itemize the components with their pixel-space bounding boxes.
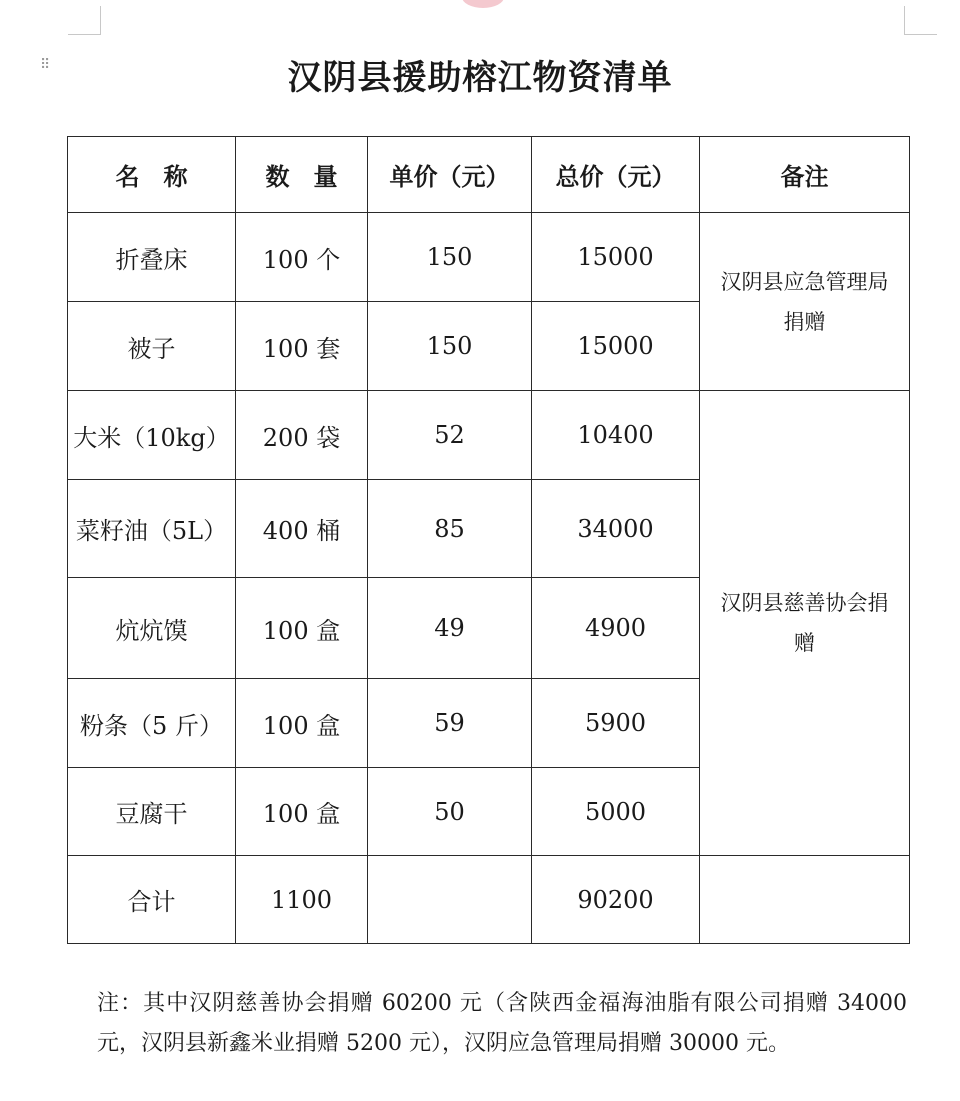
total-quantity: 1100: [236, 856, 368, 944]
footnote: 注：其中汉阴慈善协会捐赠 60200 元（含陕西金福海油脂有限公司捐赠 34000 元，汉阴县新鑫米业捐赠 5200 元），汉阴应急管理局捐赠 30000 元。: [97, 991, 907, 1056]
cell-name: 豆腐干: [68, 768, 236, 856]
cell-remark-group2: 汉阴县慈善协会捐赠: [700, 391, 910, 856]
cell-total-price: 15000: [532, 213, 700, 302]
page-title: 汉阴县援助榕江物资清单: [287, 58, 673, 98]
total-price: 90200: [532, 856, 700, 944]
drag-handle-icon[interactable]: ⠿: [40, 57, 50, 73]
cell-total-price: 4900: [532, 578, 700, 679]
cell-total-price: 5000: [532, 768, 700, 856]
table-row: [68, 391, 910, 480]
cell-total-price: 34000: [532, 480, 700, 578]
cell-quantity: 400 桶: [236, 480, 368, 578]
cell-quantity: 100 盒: [236, 679, 368, 768]
total-remark: [700, 856, 910, 944]
header-total-price: 总价（元）: [532, 137, 700, 213]
header-remark: 备注: [700, 137, 910, 213]
table-row: [68, 213, 910, 302]
cell-unit-price: 150: [368, 302, 532, 391]
total-label: 合计: [68, 856, 236, 944]
cell-quantity: 100 个: [236, 213, 368, 302]
cell-total-price: 15000: [532, 302, 700, 391]
cell-name: 粉条（5 斤）: [68, 679, 236, 768]
cell-unit-price: 85: [368, 480, 532, 578]
cell-quantity: 100 盒: [236, 768, 368, 856]
total-unit-price: [368, 856, 532, 944]
cell-unit-price: 50: [368, 768, 532, 856]
cell-unit-price: 49: [368, 578, 532, 679]
cell-unit-price: 52: [368, 391, 532, 480]
cell-name: 大米（10kg）: [68, 391, 236, 480]
crop-mark-top-right: [904, 6, 937, 35]
table-header-row: [68, 137, 910, 213]
top-decoration: [462, 0, 504, 8]
total-row: [68, 856, 910, 944]
header-name: 名 称: [68, 137, 236, 213]
cell-name: 被子: [68, 302, 236, 391]
cell-quantity: 100 套: [236, 302, 368, 391]
cell-total-price: 5900: [532, 679, 700, 768]
supply-list-table: [67, 136, 910, 944]
header-quantity: 数 量: [236, 137, 368, 213]
cell-unit-price: 150: [368, 213, 532, 302]
cell-quantity: 100 盒: [236, 578, 368, 679]
crop-mark-top-left: [68, 6, 101, 35]
cell-name: 菜籽油（5L）: [68, 480, 236, 578]
cell-quantity: 200 袋: [236, 391, 368, 480]
cell-total-price: 10400: [532, 391, 700, 480]
cell-name: 折叠床: [68, 213, 236, 302]
header-unit-price: 单价（元）: [368, 137, 532, 213]
cell-unit-price: 59: [368, 679, 532, 768]
cell-remark-group1: 汉阴县应急管理局捐赠: [700, 213, 910, 391]
cell-name: 炕炕馍: [68, 578, 236, 679]
